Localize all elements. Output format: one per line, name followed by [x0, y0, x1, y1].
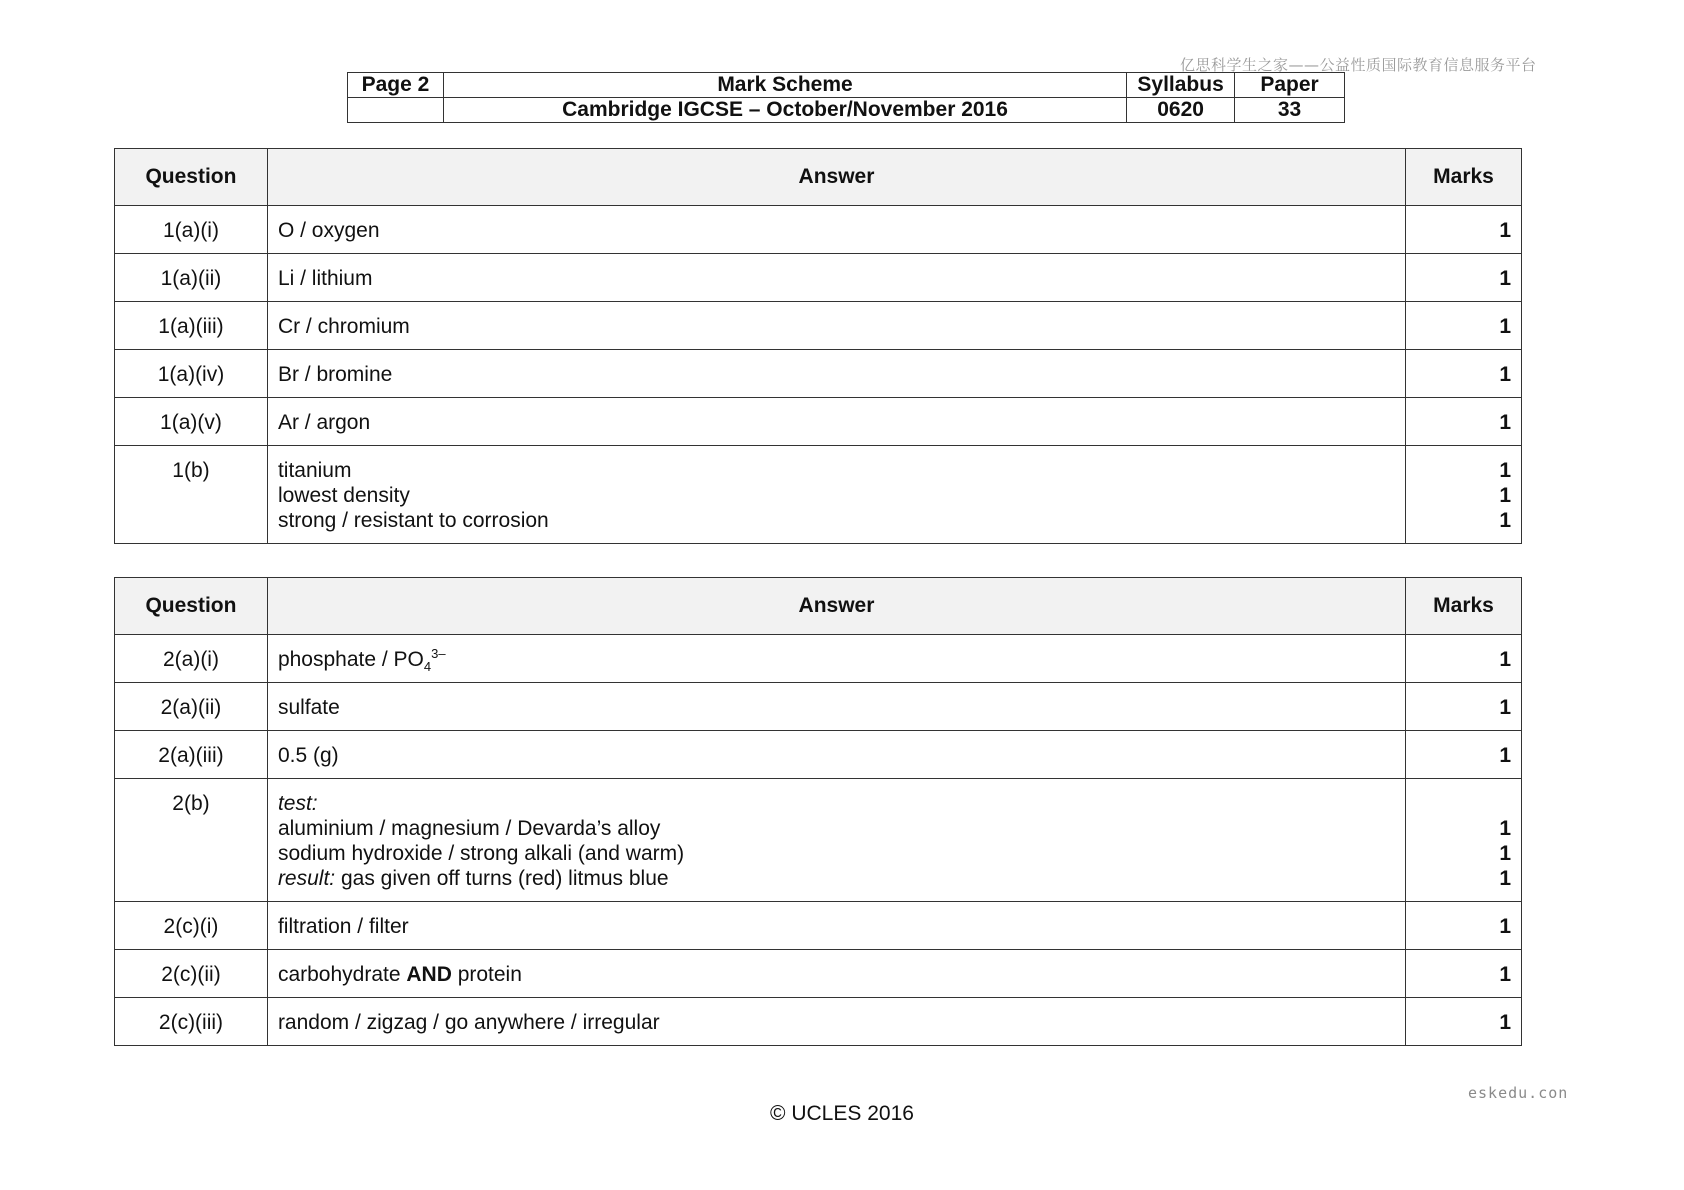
answer-text: phosphate / PO [277, 648, 424, 671]
question-number: 2(c)(ii) [115, 950, 268, 998]
answer-text: 0.5 (g) [267, 731, 1405, 779]
marks-value: 1 [1406, 350, 1522, 398]
question-number: 1(a)(iv) [115, 350, 268, 398]
result-label: result: [277, 867, 336, 890]
answer-text: protein [451, 963, 522, 986]
answer-text: Li / lithium [267, 254, 1405, 302]
marks-spacer [1416, 791, 1511, 816]
marks-value: 1 [1499, 484, 1511, 507]
answer-text: filtration / filter [267, 902, 1405, 950]
marks-cell [1406, 779, 1522, 902]
answer-text: O / oxygen [267, 206, 1405, 254]
watermark-top: 亿思科学生之家——公益性质国际教育信息服务平台 [1180, 56, 1537, 74]
table-row [115, 950, 1522, 998]
marks-value: 1 [1406, 683, 1522, 731]
test-label: test: [277, 792, 318, 815]
question-number: 2(a)(iii) [115, 731, 268, 779]
marks-value: 1 [1406, 998, 1522, 1046]
marks-value: 1 [1499, 817, 1511, 840]
mark-scheme-table-2 [114, 577, 1522, 1046]
marks-header: Marks [1406, 578, 1522, 635]
table-row [115, 779, 1522, 902]
question-number: 1(a)(i) [115, 206, 268, 254]
question-number: 1(b) [115, 446, 268, 544]
answer-cell [267, 635, 1405, 683]
syllabus-label: Syllabus [1127, 73, 1235, 98]
question-number: 2(b) [115, 779, 268, 902]
marks-value: 1 [1499, 459, 1511, 482]
answer-line: lowest density [277, 484, 410, 507]
marks-value: 1 [1406, 254, 1522, 302]
marks-value: 1 [1406, 398, 1522, 446]
syllabus-code: 0620 [1127, 98, 1235, 123]
answer-text: carbohydrate [277, 963, 407, 986]
question-number: 1(a)(v) [115, 398, 268, 446]
formula-subscript: 4 [423, 659, 432, 675]
table-row [115, 206, 1522, 254]
answer-text: random / zigzag / go anywhere / irregular [267, 998, 1405, 1046]
answer-header: Answer [267, 578, 1405, 635]
table-row [115, 350, 1522, 398]
question-number: 2(a)(ii) [115, 683, 268, 731]
answer-line: aluminium / magnesium / Devarda’s alloy [277, 817, 661, 840]
marks-value: 1 [1499, 867, 1511, 890]
answer-emphasis: AND [406, 963, 452, 986]
question-number: 2(c)(iii) [115, 998, 268, 1046]
marks-value: 1 [1406, 302, 1522, 350]
table-row [115, 254, 1522, 302]
question-number: 2(c)(i) [115, 902, 268, 950]
answer-text: sulfate [267, 683, 1405, 731]
formula-superscript: 3– [431, 646, 446, 661]
watermark-bottom: eskedu.con [1468, 1084, 1569, 1102]
marks-value: 1 [1406, 206, 1522, 254]
answer-cell [267, 446, 1405, 544]
table-row [115, 635, 1522, 683]
empty-cell [348, 98, 444, 123]
table-row [115, 998, 1522, 1046]
marks-value: 1 [1406, 731, 1522, 779]
copyright-footer: © UCLES 2016 [770, 1102, 914, 1125]
table-row [115, 398, 1522, 446]
marks-cell [1406, 446, 1522, 544]
page-number: Page 2 [348, 73, 444, 98]
answer-text: Cr / chromium [267, 302, 1405, 350]
question-number: 1(a)(ii) [115, 254, 268, 302]
answer-cell [267, 950, 1405, 998]
marks-value: 1 [1499, 509, 1511, 532]
question-header: Question [115, 578, 268, 635]
table-row [115, 302, 1522, 350]
question-number: 2(a)(i) [115, 635, 268, 683]
marks-value: 1 [1406, 635, 1522, 683]
marks-value: 1 [1406, 950, 1522, 998]
result-text: gas given off turns (red) litmus blue [335, 867, 669, 890]
answer-line: strong / resistant to corrosion [277, 509, 549, 532]
question-number: 1(a)(iii) [115, 302, 268, 350]
answer-header: Answer [267, 149, 1405, 206]
answer-line: sodium hydroxide / strong alkali (and warm) [277, 842, 685, 865]
table-row [115, 446, 1522, 544]
answer-text: Br / bromine [267, 350, 1405, 398]
paper-number: 33 [1235, 98, 1345, 123]
marks-value: 1 [1406, 902, 1522, 950]
table-row [115, 731, 1522, 779]
page-header-table [347, 72, 1345, 123]
answer-line: titanium [277, 459, 352, 482]
table-row [115, 902, 1522, 950]
exam-session: Cambridge IGCSE – October/November 2016 [443, 98, 1126, 123]
answer-text: Ar / argon [267, 398, 1405, 446]
answer-line [278, 866, 1395, 891]
document-title: Mark Scheme [443, 73, 1126, 98]
answer-cell [267, 779, 1405, 902]
marks-value: 1 [1499, 842, 1511, 865]
marks-header: Marks [1406, 149, 1522, 206]
question-header: Question [115, 149, 268, 206]
mark-scheme-table-1 [114, 148, 1522, 544]
table-row [115, 683, 1522, 731]
paper-label: Paper [1235, 73, 1345, 98]
